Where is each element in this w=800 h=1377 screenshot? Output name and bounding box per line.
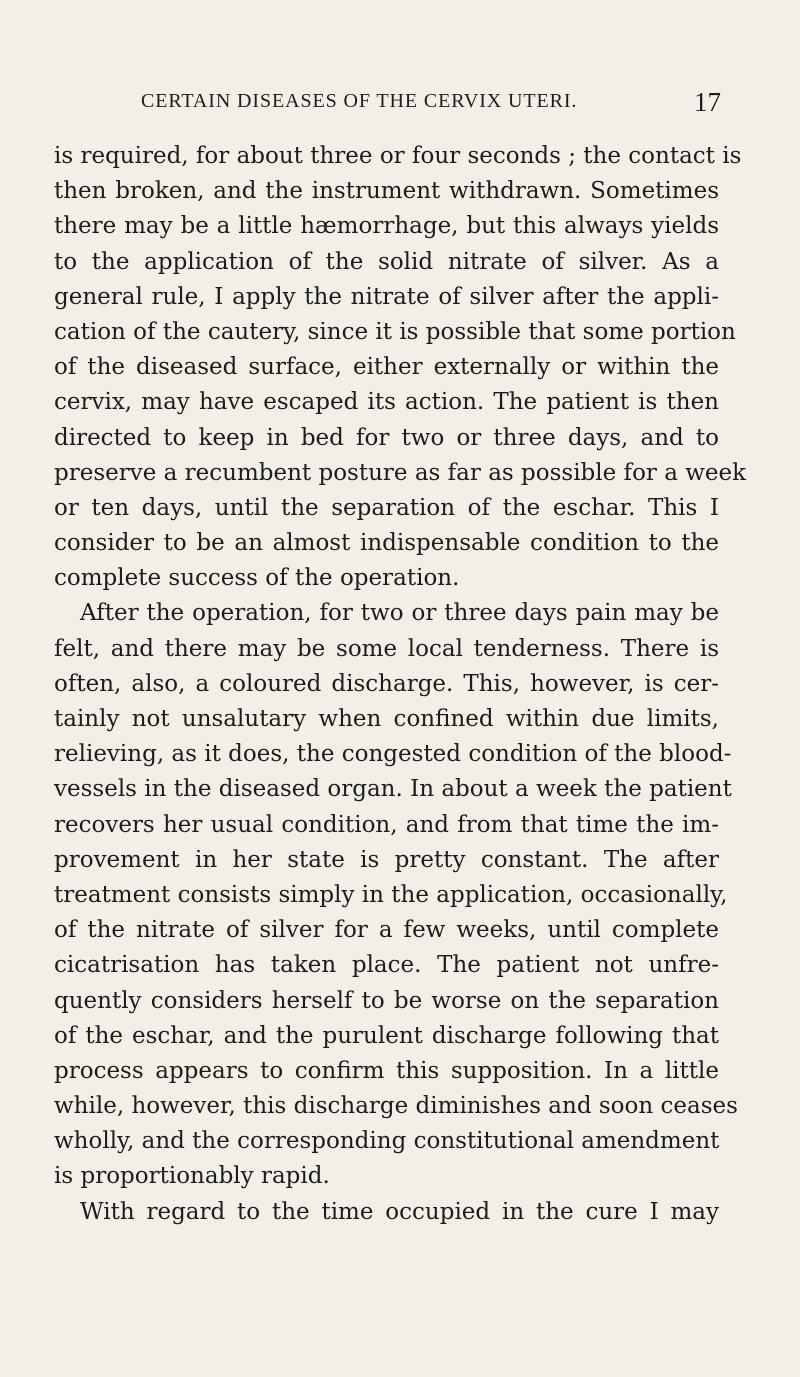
text-line: is proportionably rapid. — [54, 1163, 330, 1190]
text-line: is required, for about three or four seconds ; the contact is — [54, 143, 742, 169]
text-line: then broken, and the instrument withdrawn. Sometimes — [54, 178, 719, 205]
text-line: relieving, as it does, the congested condition of the blood- — [54, 741, 732, 768]
text-line: or ten days, until the separation of the eschar. This I — [54, 494, 719, 521]
text-line: cicatrisation has taken place. The patient not unfre- — [54, 952, 719, 979]
text-line: preserve a recumbent posture as far as possible for a week — [54, 459, 747, 486]
text-line: cation of the cautery, since it is possible that some portion — [54, 318, 736, 345]
text-line: there may be a little hæmorrhage, but this always yields — [54, 213, 719, 240]
text-line: to the application of the solid nitrate of silver. As a — [54, 248, 719, 275]
text-line: complete success of the operation. — [54, 565, 460, 592]
text-line: process appears to confirm this supposition. In a little — [54, 1057, 719, 1084]
text-line: treatment consists simply in the application, occasionally, — [54, 881, 728, 908]
text-line: often, also, a coloured discharge. This, however, is cer- — [54, 670, 719, 697]
body-text — [54, 139, 747, 1230]
text-line: quently considers herself to be worse on the separation — [54, 987, 719, 1014]
text-line: general rule, I apply the nitrate of silver after the appli- — [54, 283, 719, 310]
text-line: After the operation, for two or three days pain may be — [80, 600, 719, 627]
text-line: felt, and there may be some local tenderness. There is — [54, 635, 719, 662]
text-line: With regard to the time occupied in the cure I may — [80, 1198, 719, 1225]
text-line: consider to be an almost indispensable condition to the — [54, 530, 719, 557]
text-line: directed to keep in bed for two or three days, and to — [54, 424, 719, 451]
text-line: wholly, and the corresponding constitutional amendment — [54, 1128, 720, 1155]
text-line: tainly not unsalutary when confined within due limits, — [54, 706, 719, 732]
text-line: of the eschar, and the purulent discharge following that — [54, 1022, 719, 1049]
text-line: cervix, may have escaped its action. The patient is then — [54, 389, 719, 416]
text-line: vessels in the diseased organ. In about a week the patient — [54, 776, 732, 803]
text-line: while, however, this discharge diminishes and soon ceases — [54, 1093, 738, 1120]
text-line: provement in her state is pretty constant. The after — [54, 846, 719, 873]
page-header — [141, 87, 721, 120]
text-line: recovers her usual condition, and from that time the im- — [54, 811, 719, 838]
text-line: of the nitrate of silver for a few weeks, until complete — [54, 917, 719, 944]
page-number: 17 — [694, 87, 721, 117]
text-line: of the diseased surface, either externally or within the — [54, 354, 719, 381]
running-title: CERTAIN DISEASES OF THE CERVIX UTERI. — [141, 90, 578, 112]
